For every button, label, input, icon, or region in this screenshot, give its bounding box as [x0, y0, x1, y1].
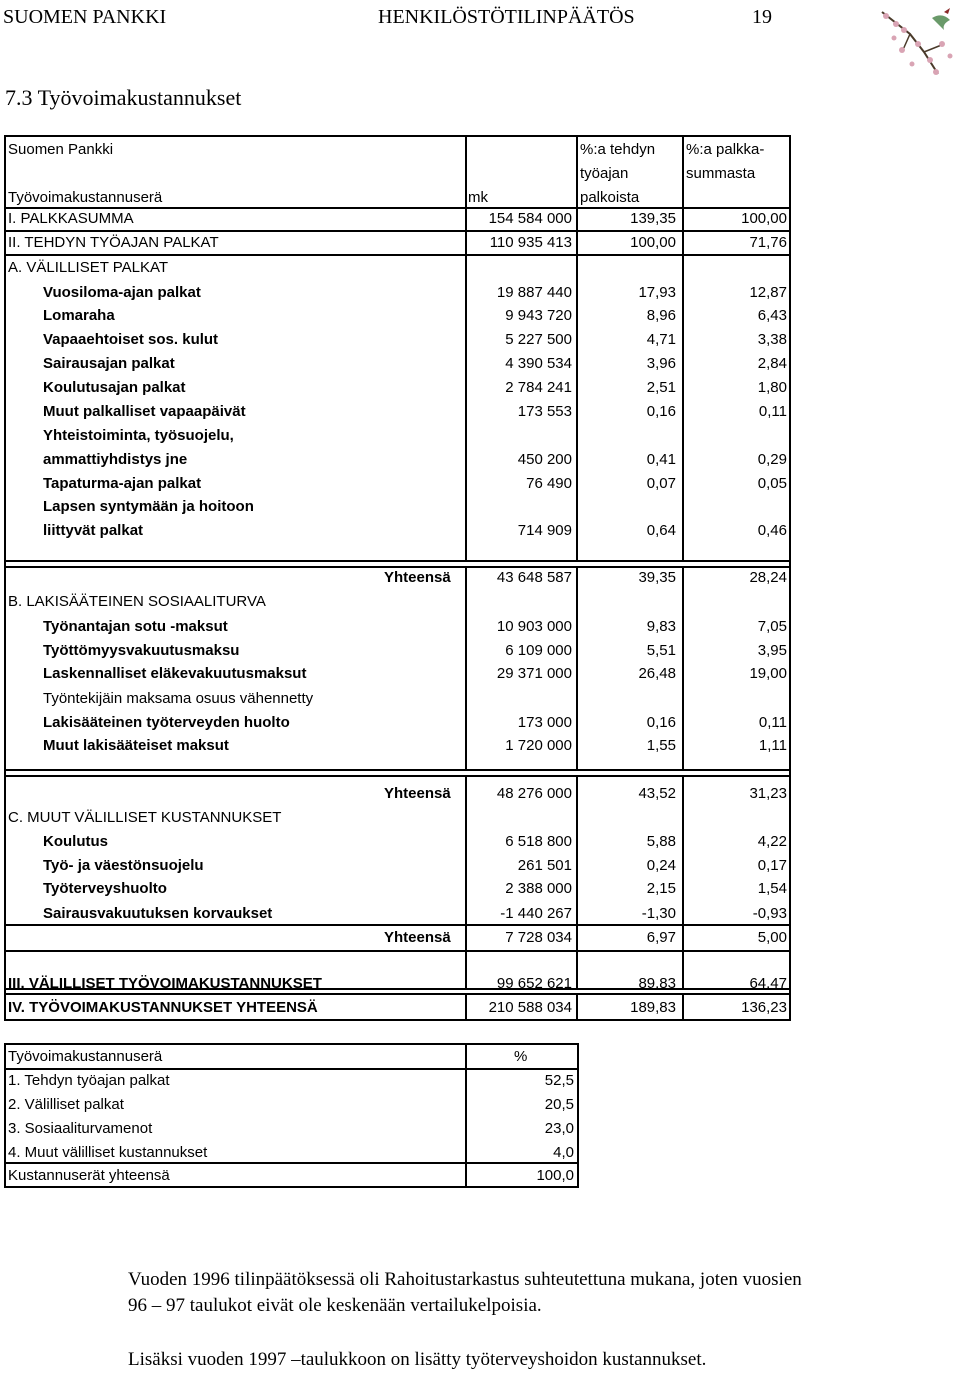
- summary-row-pct: 23,0: [544, 1120, 574, 1137]
- cell-p2: 31,23: [749, 785, 787, 802]
- cell-p1: 0,24: [646, 857, 676, 874]
- row-label: Työterveyshuolto: [43, 880, 167, 897]
- row-label: Koulutusajan palkat: [43, 379, 186, 396]
- row-label: C. MUUT VÄLILLISET KUSTANNUKSET: [8, 809, 282, 826]
- cell-p2: 136,23: [741, 999, 787, 1016]
- row-label: Yhteistoiminta, työsuojelu,: [43, 427, 234, 444]
- cell-p1: 0,64: [646, 522, 676, 539]
- blossom-branch-logo: [872, 4, 960, 86]
- cell-mk: 173 000: [517, 714, 572, 731]
- cell-p2: 3,38: [757, 331, 787, 348]
- cell-mk: 2 388 000: [505, 880, 572, 897]
- row-label: Muut palkalliset vapaapäivät: [43, 403, 246, 420]
- cell-p2: 0,46: [757, 522, 787, 539]
- summary-row-pct: 20,5: [544, 1096, 574, 1113]
- cell-mk: 99 652 621: [496, 975, 572, 992]
- cell-p1: 1,55: [646, 737, 676, 754]
- subtotal-label: Yhteensä: [384, 569, 451, 586]
- row-label: Sairausvakuutuksen korvaukset: [43, 905, 273, 922]
- cell-p1: 17,93: [638, 284, 676, 301]
- row-label: Työttömyysvakuutusmaksu: [43, 642, 240, 659]
- cell-mk: 4 390 534: [505, 355, 572, 372]
- row-label: Muut lakisääteiset maksut: [43, 737, 229, 754]
- cell-mk: 9 943 720: [505, 307, 572, 324]
- cell-p2: 5,00: [757, 929, 787, 946]
- page-number: 19: [752, 6, 772, 28]
- cell-p1: 89,83: [638, 975, 676, 992]
- cell-p2: 0,17: [757, 857, 787, 874]
- summary-row-pct: 52,5: [544, 1072, 574, 1089]
- summary-row-pct: 4,0: [553, 1144, 574, 1161]
- cell-p1: 26,48: [638, 665, 676, 682]
- cell-mk: 76 490: [526, 475, 572, 492]
- summary-row-pct: 100,0: [536, 1167, 574, 1184]
- row-label: Koulutus: [43, 833, 108, 850]
- cell-p1: 0,07: [646, 475, 676, 492]
- cell-mk: -1 440 267: [500, 905, 572, 922]
- cell-p1: 9,83: [646, 618, 676, 635]
- cell-p2: 6,43: [757, 307, 787, 324]
- cell-p2: 100,00: [741, 210, 787, 227]
- row-label: B. LAKISÄÄTEINEN SOSIAALITURVA: [8, 593, 266, 610]
- cell-p1: 189,83: [630, 999, 676, 1016]
- cell-p1: 0,16: [646, 714, 676, 731]
- col-header-pct-payroll: summasta: [686, 165, 756, 182]
- note-line-3: Lisäksi vuoden 1997 –taulukkoon on lisätty työterveyshoidon kustannukset.: [128, 1349, 707, 1370]
- summary-row-label: 1. Tehdyn työajan palkat: [8, 1072, 170, 1089]
- summary-header-label: Työvoimakustannuserä: [8, 1048, 163, 1065]
- col-header-mk: mk: [468, 189, 488, 206]
- subtotal-label: Yhteensä: [384, 785, 451, 802]
- cell-p1: 5,88: [646, 833, 676, 850]
- section-title: 7.3 Työvoimakustannukset: [5, 85, 242, 110]
- cell-p2: 0,11: [758, 714, 787, 731]
- cell-p2: 28,24: [749, 569, 787, 586]
- cell-p1: 39,35: [638, 569, 676, 586]
- summary-row-label: 3. Sosiaaliturvamenot: [8, 1120, 153, 1137]
- row-label: liittyvät palkat: [43, 522, 144, 539]
- cell-p1: 100,00: [630, 234, 676, 251]
- row-header-label: Työvoimakustannuserä: [8, 189, 163, 206]
- header-bank-name: SUOMEN PANKKI: [3, 6, 167, 28]
- cell-mk: 210 588 034: [488, 999, 572, 1016]
- row-label: Vuosiloma-ajan palkat: [43, 284, 201, 301]
- cell-p1: 139,35: [630, 210, 676, 227]
- cell-p1: 3,96: [646, 355, 676, 372]
- note-line-1: Vuoden 1996 tilinpäätöksessä oli Rahoitustarkastus suhteutettuna mukana, joten vuosien: [128, 1269, 802, 1290]
- cell-p1: 0,16: [646, 403, 676, 420]
- row-label: I. PALKKASUMMA: [8, 210, 134, 227]
- cell-mk: 110 935 413: [489, 234, 572, 251]
- row-label: IV. TYÖVOIMAKUSTANNUKSET YHTEENSÄ: [8, 999, 318, 1016]
- cell-p1: 2,15: [646, 880, 676, 897]
- cell-p2: 71,76: [749, 234, 787, 251]
- col-header-pct-worktime: palkoista: [580, 189, 640, 206]
- header-document-title: HENKILÖSTÖTILINPÄÄTÖS: [378, 6, 635, 28]
- col-header-pct-payroll: %:a palkka-: [686, 141, 765, 158]
- cell-p2: 3,95: [757, 642, 787, 659]
- row-label: Työntekijäin maksama osuus vähennetty: [43, 690, 314, 707]
- cell-mk: 5 227 500: [505, 331, 572, 348]
- cell-mk: 261 501: [517, 857, 572, 874]
- cell-mk: 6 109 000: [505, 642, 572, 659]
- row-label: Lakisääteinen työterveyden huolto: [43, 714, 290, 731]
- cell-mk: 2 784 241: [505, 379, 572, 396]
- row-label: Työ- ja väestönsuojelu: [43, 857, 204, 874]
- cell-p2: 12,87: [749, 284, 787, 301]
- cell-p2: 0,29: [757, 451, 787, 468]
- cell-p1: 5,51: [646, 642, 676, 659]
- cell-p1: -1,30: [641, 905, 676, 922]
- cell-p1: 43,52: [638, 785, 676, 802]
- cell-mk: 1 720 000: [505, 737, 572, 754]
- cell-mk: 29 371 000: [496, 665, 572, 682]
- row-label: II. TEHDYN TYÖAJAN PALKAT: [8, 234, 219, 251]
- row-label: Lomaraha: [43, 307, 115, 324]
- cell-mk: 154 584 000: [488, 210, 572, 227]
- cell-p2: 1,11: [758, 737, 787, 754]
- cell-mk: 173 553: [517, 403, 572, 420]
- row-label: A. VÄLILLISET PALKAT: [8, 259, 169, 276]
- subtotal-label: Yhteensä: [384, 929, 451, 946]
- row-label: ammattiyhdistys jne: [43, 451, 188, 468]
- row-label: III. VÄLILLISET TYÖVOIMAKUSTANNUKSET: [8, 975, 322, 992]
- cell-mk: 48 276 000: [496, 785, 572, 802]
- cell-p2: 0,05: [757, 475, 787, 492]
- cell-p1: 6,97: [646, 929, 676, 946]
- cell-mk: 19 887 440: [496, 284, 572, 301]
- cell-p2: 4,22: [757, 833, 787, 850]
- cell-mk: 714 909: [517, 522, 572, 539]
- cell-p2: 2,84: [757, 355, 787, 372]
- cell-mk: 7 728 034: [505, 929, 572, 946]
- note-line-2: 96 – 97 taulukot eivät ole keskenään vertailukelpoisia.: [128, 1295, 542, 1316]
- row-label: Sairausajan palkat: [43, 355, 175, 372]
- row-label: Lapsen syntymään ja hoitoon: [43, 498, 254, 515]
- summary-row-label: 2. Välilliset palkat: [8, 1096, 124, 1113]
- row-label: Työnantajan sotu -maksut: [43, 618, 228, 635]
- cell-p1: 8,96: [646, 307, 676, 324]
- cell-p2: 19,00: [749, 665, 787, 682]
- cell-p2: 1,80: [757, 379, 787, 396]
- summary-row-label: 4. Muut välilliset kustannukset: [8, 1144, 208, 1161]
- cell-p1: 2,51: [646, 379, 676, 396]
- cell-p2: 0,11: [758, 403, 787, 420]
- cell-p2: 1,54: [757, 880, 787, 897]
- summary-header-pct: %: [514, 1048, 528, 1065]
- cell-p1: 0,41: [646, 451, 676, 468]
- row-label: Tapaturma-ajan palkat: [43, 475, 202, 492]
- col-header-pct-worktime: %:a tehdyn: [580, 141, 656, 158]
- summary-row-label: Kustannuserät yhteensä: [8, 1167, 170, 1184]
- cell-mk: 6 518 800: [505, 833, 572, 850]
- cell-mk: 10 903 000: [496, 618, 572, 635]
- cell-p2: -0,93: [752, 905, 787, 922]
- cell-mk: 43 648 587: [496, 569, 572, 586]
- col-header-pct-worktime: työajan: [580, 165, 629, 182]
- cell-p2: 64,47: [749, 975, 787, 992]
- cell-p2: 7,05: [757, 618, 787, 635]
- cell-p1: 4,71: [646, 331, 676, 348]
- row-label: Vapaaehtoiset sos. kulut: [43, 331, 219, 348]
- cell-mk: 450 200: [517, 451, 572, 468]
- row-label: Laskennalliset eläkevakuutusmaksut: [43, 665, 307, 682]
- table-corner-label: Suomen Pankki: [8, 141, 114, 158]
